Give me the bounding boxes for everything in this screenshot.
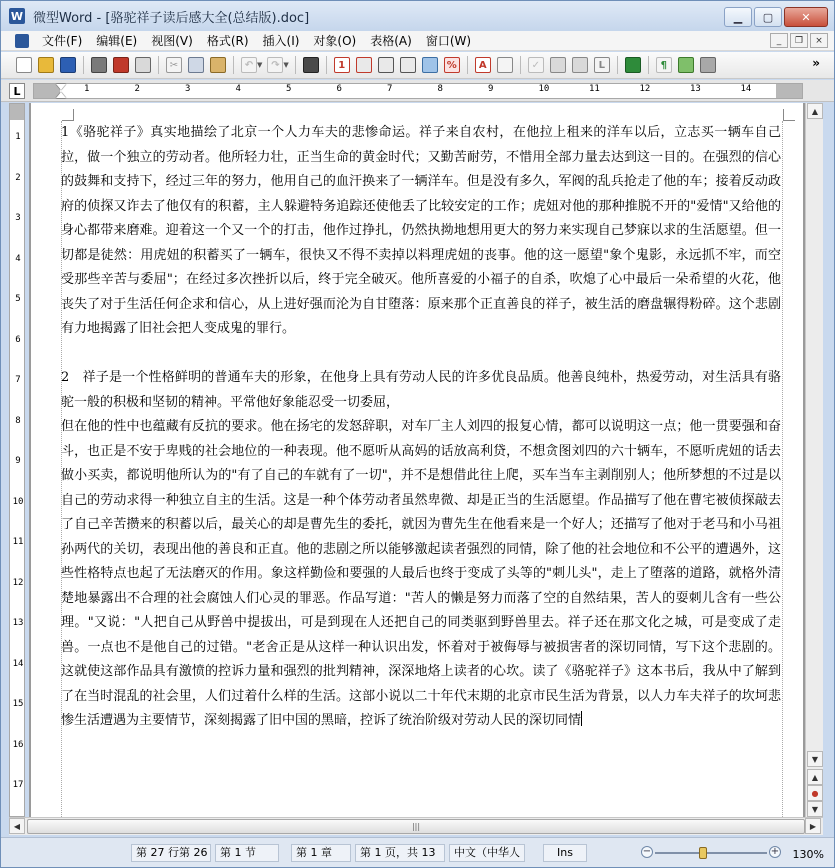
document-menu-icon[interactable] — [15, 34, 29, 48]
columns-icon — [400, 57, 416, 73]
toolbar-separator — [295, 56, 296, 74]
binoculars-button[interactable] — [622, 54, 644, 76]
stack-button[interactable] — [697, 54, 719, 76]
format-painter-icon — [678, 57, 694, 73]
ruler-tick-label: 5 — [286, 84, 292, 94]
vertical-ruler-tick-label: 16 — [12, 739, 24, 750]
vertical-ruler-tick-label: 10 — [12, 496, 24, 507]
ruler-tick-label: 3 — [185, 84, 191, 94]
save-icon — [60, 57, 76, 73]
stack-icon — [700, 57, 716, 73]
insert-table-icon — [378, 57, 394, 73]
toolbar-separator — [83, 56, 84, 74]
vertical-ruler-tick-label: 6 — [15, 334, 21, 345]
cut-icon: ✂ — [166, 57, 182, 73]
ruler-tick-label: 11 — [589, 84, 600, 94]
header-footer-icon — [356, 57, 372, 73]
new-document-button[interactable] — [13, 54, 35, 76]
ruler-tick-label: 12 — [639, 84, 651, 94]
select-browse-object-button[interactable]: ● — [807, 785, 823, 801]
crop-mark-top-right — [783, 109, 795, 121]
ruler-row — [1, 80, 834, 102]
open-folder-button[interactable] — [35, 54, 57, 76]
document-icon — [497, 57, 513, 73]
previous-page-button[interactable]: ▲ — [807, 769, 823, 785]
word-count-icon — [550, 57, 566, 73]
columns-button[interactable] — [397, 54, 419, 76]
vertical-ruler-tick-label: 14 — [12, 658, 24, 669]
copy-icon — [188, 57, 204, 73]
copy-button[interactable] — [185, 54, 207, 76]
format-painter-button[interactable] — [675, 54, 697, 76]
dropdown-arrow-icon[interactable]: ▼ — [283, 61, 289, 69]
maximize-button[interactable]: ▢ — [754, 7, 782, 27]
cut-button[interactable] — [163, 54, 185, 76]
save-button[interactable] — [57, 54, 79, 76]
ruler-tick-label: 8 — [437, 84, 443, 94]
vertical-scroll-track[interactable] — [807, 121, 823, 801]
right-margin-area — [776, 84, 802, 98]
crop-mark-top-left — [62, 109, 74, 121]
text-boundary-right — [782, 121, 783, 817]
zoom-in-button[interactable]: + — [770, 846, 780, 857]
paragraph-2[interactable]: 2 祥子是一个性格鲜明的普通车夫的形象，在他身上具有劳动人民的许多优良品质。他善良纯朴，热爱劳动，对生活具有骆驼一般的积极和坚韧的精神。平常他好象能忍受一切委屈， — [61, 370, 781, 410]
binoculars-icon — [625, 57, 641, 73]
vertical-ruler-tick-label: 17 — [12, 780, 24, 790]
toolbar-separator — [326, 56, 327, 74]
vertical-ruler-tick-label: 11 — [12, 537, 24, 547]
vertical-ruler-tick-label: 1 — [15, 132, 21, 142]
paragraph-mark-icon: ¶ — [656, 57, 672, 73]
find-button[interactable] — [300, 54, 322, 76]
undo-icon: ↶ — [241, 57, 257, 73]
paste-button[interactable] — [207, 54, 229, 76]
toolbar-separator — [648, 56, 649, 74]
menu-edit[interactable]: 编辑(E) — [96, 33, 138, 48]
toolbar-separator — [520, 56, 521, 74]
ruler-tick-label: 7 — [387, 84, 393, 94]
print-preview-icon — [135, 57, 151, 73]
window-title: 微型Word - [骆驼祥子读后感大全(总结版).doc] — [33, 10, 310, 26]
list-button[interactable] — [569, 54, 591, 76]
minimize-button[interactable]: ▁ — [724, 7, 752, 27]
percent-button[interactable] — [441, 54, 463, 76]
vertical-ruler[interactable] — [9, 103, 25, 817]
spellcheck-button[interactable] — [525, 54, 547, 76]
document-page[interactable] — [31, 103, 803, 817]
header-footer-button[interactable] — [353, 54, 375, 76]
horizontal-scroll-thumb[interactable]: ||| — [27, 819, 805, 834]
menu-object[interactable]: 对象(O) — [313, 33, 357, 48]
ruler-tick-label: 1 — [84, 84, 90, 94]
toolbar-separator — [617, 56, 618, 74]
document-area[interactable] — [29, 103, 805, 817]
scroll-left-button[interactable]: ◀ — [9, 818, 25, 834]
dropdown-arrow-icon[interactable]: ▼ — [257, 61, 263, 69]
vertical-ruler-tick-label: 5 — [15, 294, 21, 304]
empty-paragraph[interactable] — [61, 342, 781, 367]
print-preview-button[interactable] — [132, 54, 154, 76]
vertical-ruler-tick-label: 3 — [15, 213, 21, 223]
paste-icon — [210, 57, 226, 73]
standard-toolbar — [1, 52, 834, 79]
ruler-tick-label: 2 — [134, 84, 140, 94]
text-caret — [581, 711, 582, 726]
ruler-tick-label: 9 — [488, 84, 494, 94]
paragraph-mark-button[interactable] — [653, 54, 675, 76]
word-app-icon[interactable]: W — [10, 9, 24, 23]
menu-table[interactable]: 表格(A) — [370, 33, 412, 48]
toolbar-separator — [467, 56, 468, 74]
ruler-tick-label: 6 — [336, 84, 342, 94]
scroll-up-button[interactable]: ▲ — [807, 103, 823, 119]
vertical-ruler-tick-label: 9 — [15, 456, 21, 466]
paragraph-3-text: 但在他的性中也蕴藏有反抗的要求。他在扬宅的发怒辞职，对车厂主人刘四的报复心情，都可以说明这一点；他一贯要强和奋斗，也正是不安于卑贱的社会地位的一种表现。他不愿听从高妈的话放高利贷，不想贪图刘四的六十辆车，不愿听虎妞的话去做小买卖，都说明他所认为的"有了自己的车就有了一切"，并不是想借此往上爬，买车当车主剥削别人；他所梦想的不过是以自己的劳动求得一种独立自主的生活。这是一种个体劳动者虽然卑微、却是正当的生活愿望。作品描写了他在曹宅被侦探敲去了自己辛苦攒来的积蓄以后，最关心的却是曹先生的委托，就因为曹先生在他看来是一个好人；还描写了他对于老马和小马祖孙两代的关切，表现出他的善良和正直。他的悲剧之所以能够激起读者强烈的同情，除了他的社会地位和不公平的遭遇外，这些性格特点也起了无法磨灭的作用。象这样勤俭和要强的人最后也终于变成了头等的"刺儿头"，走上了堕落的道路，就格外清楚地暴露出不合理的社会腐蚀人们心灵的罪恶。作品写道："苦人的懒是努力而落了空的自然结果，苦人的耍刺儿含有一些公理。"又说："人把自己从野兽中提拔出，可是到现在人还把自己的同类驱到野兽里去。祥子还在那文化之城，可是变成了走兽。一点也不是他自己的过错。"老舍正是从这样一种认识出发，怀着对于被侮辱与被损害者的深切同情，写下这个悲剧的。这就使这部作品具有激愤的控诉力量和强烈的批判精神，深深地烙上读者的心坎。读了《骆驼祥子》这本书后，我从中了解到了在当时混乱的社会里，人们过着什么样的生活。这部小说以二十年代末期的北京市民生活为背景，以人力车夫祥子的坎坷悲惨生活遭遇为主要情节，深刻揭露了旧中国的黑暗，控诉了统治阶级对劳动人民的深切同情 — [61, 419, 781, 728]
scroll-right-button[interactable]: ▶ — [805, 818, 821, 834]
vertical-ruler-tick-label: 15 — [12, 699, 24, 709]
next-page-button[interactable]: ▼ — [807, 801, 823, 817]
document-body[interactable] — [61, 121, 781, 734]
horizontal-ruler[interactable] — [33, 83, 803, 99]
menu-format[interactable]: 格式(R) — [206, 33, 249, 48]
layout-icon: L — [594, 57, 610, 73]
ruler-tick-label: 14 — [740, 84, 752, 94]
menu-window[interactable]: 窗口(W) — [425, 33, 472, 48]
vertical-ruler-tick-label: 7 — [15, 375, 21, 385]
ruler-tick-label: 13 — [690, 84, 701, 94]
status-line-column: 第 27 行第 26 — [131, 844, 211, 862]
ruler-tick-label: 10 — [538, 84, 550, 94]
paragraph-1[interactable]: 1《骆驼祥子》真实地描绘了北京一个人力车夫的悲惨命运。祥子来自农村，在他拉上租来的洋车以后，立志买一辆车自己拉，做一个独立的劳动者。他所轻力壮，正当生命的黄金时代；又勤苦耐劳，不惜用全部力量去达到这一目的。在强烈的信心的鼓舞和支持下，经过三年的努力，他用自己的血汗换来了一辆洋车。但是没有多久，军阀的乱兵抢走了他的车；接着反动政府的侦探又诈去了他仅有的积蓄，主人躲避特务追踪还使他丢了比较安定的工作；虎妞对他的那种推脱不开的"爱情"又给他的身心都带来磨难。迎着这一个又一个的打击，他作过挣扎，仍然执拗地想用更大的努力来实现自己梦寐以求的生活愿望。但一切都是徒然：用虎妞的积蓄买了一辆车，很快又不得不卖掉以料理虎妞的丧事。他的这一愿望"象个鬼影，永远抓不牢，而空受那些辛苦与委屈"；在经过多次挫折以后，终于完全破灭。他所喜爱的小福子的自杀，吹熄了心中最后一朵希望的火花，他丧失了对于生活任何企求和信心，从上进好强而沦为自甘堕落：原来那个正直善良的祥子，被生活的磨盘辗得粉碎。这个悲剧有力地揭露了旧社会把人变成鬼的罪行。 — [61, 125, 781, 336]
zoom-button[interactable] — [419, 54, 441, 76]
toolbar-overflow-button[interactable]: » — [812, 56, 820, 70]
scroll-down-button[interactable]: ▼ — [807, 751, 823, 767]
close-button[interactable]: ✕ — [784, 7, 828, 27]
zoom-track[interactable] — [655, 852, 767, 854]
vertical-ruler-tick-label: 4 — [15, 253, 21, 264]
document-button[interactable] — [494, 54, 516, 76]
document-window-controls — [770, 33, 828, 48]
title-bar[interactable] — [1, 1, 834, 31]
vertical-ruler-tick-label: 8 — [15, 415, 21, 426]
status-insert-mode[interactable]: Ins — [543, 844, 587, 862]
menu-file[interactable]: 文件(F) — [42, 33, 83, 48]
vertical-ruler-tick-label: 2 — [15, 172, 21, 183]
menu-view[interactable]: 视图(V) — [151, 33, 193, 48]
redo-icon: ↷ — [267, 57, 283, 73]
zoom-slider[interactable] — [641, 846, 781, 860]
percent-icon: % — [444, 57, 460, 73]
menu-insert[interactable]: 插入(I) — [262, 33, 300, 48]
toolbar-separator — [233, 56, 234, 74]
indent-marker[interactable] — [56, 84, 66, 98]
status-page: 第 1 页，共 13 — [355, 844, 445, 862]
doc-restore-button[interactable]: ❐ — [790, 33, 808, 48]
zoom-percent[interactable]: 130% — [792, 848, 824, 861]
pdf-export-icon — [113, 57, 129, 73]
doc-close-button[interactable]: × — [810, 33, 828, 48]
vertical-ruler-tick-label: 12 — [12, 577, 24, 588]
layout-button[interactable] — [591, 54, 613, 76]
paragraph-3[interactable] — [61, 415, 781, 734]
horizontal-scrollbar[interactable] — [9, 817, 823, 835]
open-folder-icon — [38, 57, 54, 73]
pdf-export-button[interactable] — [110, 54, 132, 76]
print-button[interactable] — [88, 54, 110, 76]
menu-bar — [1, 31, 834, 51]
status-chapter: 第 1 章 — [291, 844, 351, 862]
new-document-icon — [16, 57, 32, 73]
page-number-button[interactable] — [331, 54, 353, 76]
spellcheck-icon: ✓ — [528, 57, 544, 73]
font-color-icon: A — [475, 57, 491, 73]
zoom-icon — [422, 57, 438, 73]
zoom-knob[interactable] — [699, 847, 707, 859]
status-section: 第 1 节 — [215, 844, 279, 862]
toolbar-separator — [158, 56, 159, 74]
top-margin-area — [10, 104, 24, 120]
page-number-icon: 1 — [334, 57, 350, 73]
status-language: 中文（中华人 — [449, 844, 525, 862]
window-controls — [724, 7, 828, 27]
word-count-button[interactable] — [547, 54, 569, 76]
print-icon — [91, 57, 107, 73]
list-icon — [572, 57, 588, 73]
doc-minimize-button[interactable]: _ — [770, 33, 788, 48]
ruler-tick-label: 4 — [235, 84, 241, 94]
insert-table-button[interactable] — [375, 54, 397, 76]
zoom-out-button[interactable]: − — [642, 846, 652, 857]
find-icon — [303, 57, 319, 73]
vertical-ruler-tick-label: 13 — [12, 618, 24, 628]
status-bar — [1, 837, 834, 867]
font-color-button[interactable] — [472, 54, 494, 76]
vertical-scrollbar[interactable] — [805, 103, 823, 817]
tab-stop-selector[interactable]: L — [9, 83, 25, 99]
